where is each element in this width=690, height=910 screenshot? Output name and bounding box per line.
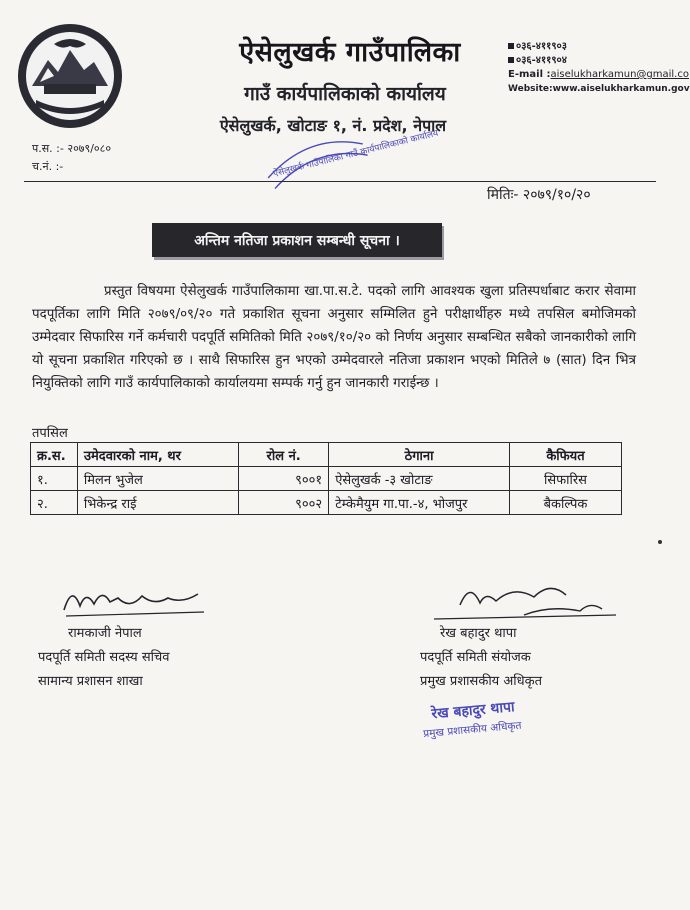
stamp-text: ऐसेलुखर्क गाउँपालिका गाउँ कार्यपालिकाको कार्यालय [272, 128, 440, 180]
email-link[interactable]: aiselukharkamun@gmail.co [550, 69, 689, 80]
header-address: ठेगाना [329, 443, 510, 467]
right-signatory-dept: प्रमुख प्रशासकीय अधिकृत [420, 674, 543, 689]
table-row [31, 467, 622, 491]
header-divider [24, 181, 656, 182]
phone-icon [508, 57, 514, 63]
phone-1: ०३६-४११९०३ [508, 40, 676, 54]
municipality-name: ऐसेलुखर्क गाउँपालिका [239, 37, 461, 68]
name-seal-stamp-icon [418, 693, 568, 741]
cell-address: ऐसेलुखर्क -३ खोटाङ [329, 467, 510, 491]
left-signatory-name: रामकाजी नेपाल [68, 626, 142, 641]
left-signatory-role: पदपूर्ति समिती सदस्य सचिव [38, 650, 170, 665]
municipality-emblem-icon [14, 20, 126, 132]
right-signatory-role: पदपूर्ति समिती संयोजक [420, 650, 531, 665]
left-signatory [38, 622, 169, 694]
cell-name: भिकेन्द्र राई [77, 491, 238, 515]
office-name: गाउँ कार्यपालिकाको कार्यालय [244, 83, 446, 105]
email-line: E-mail :aiselukharkamun@gmail.co [508, 69, 689, 80]
reference-numbers [32, 140, 111, 176]
table-header-row [31, 443, 622, 467]
result-table [30, 442, 622, 515]
phone-icon [508, 43, 514, 49]
notice-paragraph: प्रस्तुत विषयमा ऐसेलुखर्क गाउँपालिकामा खा.पा.स.टे. पदको लागि आवश्यक खुला प्रतिस्पर्धाबाट करार सेवामा पदपूर्तिका लागि मिति २०७९/०९/२० गते प्रकाशित सूचना अनुसार सम्मिलित हुने परीक्षार्थीहरु मध्ये तपसिल बमोजिमको उम्मेदवार सिफारिस गर्ने कर्मचारी पदपूर्ति समितिको मिति २०७९/१०/२० को निर्णय अनुसार सम्बन्धित सबैको जानकारीको लागि यो सूचना प्रकाशित गरिएको छ । साथै सिफारिस हुन भएको उम्मेदवारले नतिजा प्रकाशन भएको मितिले ७ (सात) दिन भित्र नियुक्तिको लागि गाउँ कार्यपालिकाको कार्यालयमा सम्पर्क गर्नु हुन जानकारी गराईन्छ । [32, 284, 636, 391]
cell-serial: २. [31, 491, 78, 515]
left-signature-icon [58, 580, 208, 622]
seal-line-1: रेख बहादुर थापा [430, 699, 516, 723]
website-link[interactable]: www.aiselukharkamun.gov [552, 84, 690, 94]
phone-2: ०३६-४११९०४ [508, 54, 676, 68]
contact-block [508, 40, 690, 96]
cell-remarks: बैकल्पिक [509, 491, 621, 515]
cell-address: टेम्केमैयुम गा.पा.-४, भोजपुर [329, 491, 510, 515]
right-signature-icon [430, 575, 620, 625]
header-serial: क्र.स. [31, 443, 78, 467]
seal-line-2: प्रमुख प्रशासकीय अधिकृत [422, 719, 522, 741]
notice-date: मितिः- २०७९/१०/२० [487, 187, 591, 203]
notice-body [32, 280, 636, 395]
cell-name: मिलन भुजेल [77, 467, 238, 491]
left-signatory-dept: सामान्य प्रशासन शाखा [38, 674, 143, 689]
cell-remarks: सिफारिस [509, 467, 621, 491]
details-label: तपसिल [32, 426, 68, 441]
right-signatory-name: रेख बहादुर थापा [440, 626, 517, 641]
header-roll: रोल नं. [239, 443, 329, 467]
right-signatory [420, 622, 542, 694]
ink-dot [658, 540, 662, 544]
cell-roll: ९००१ [239, 467, 329, 491]
header-name: उमेदवारको नाम, थर [77, 443, 238, 467]
letter-number: प.स. :- २०७९/०८० [32, 142, 112, 155]
website-line: Website:www.aiselukharkamun.gov [508, 84, 690, 94]
cell-roll: ९००२ [239, 491, 329, 515]
office-stamp-icon [255, 126, 440, 192]
cell-serial: १. [31, 467, 78, 491]
table-row [31, 491, 622, 515]
office-address: ऐसेलुखर्क, खोटाङ १, नं. प्रदेश, नेपाल [219, 116, 447, 135]
header-remarks: कैफियत [509, 443, 621, 467]
notice-title: अन्तिम नतिजा प्रकाशन सम्बन्धी सूचना । [152, 223, 442, 257]
dispatch-number: च.नं. :- [32, 160, 64, 173]
